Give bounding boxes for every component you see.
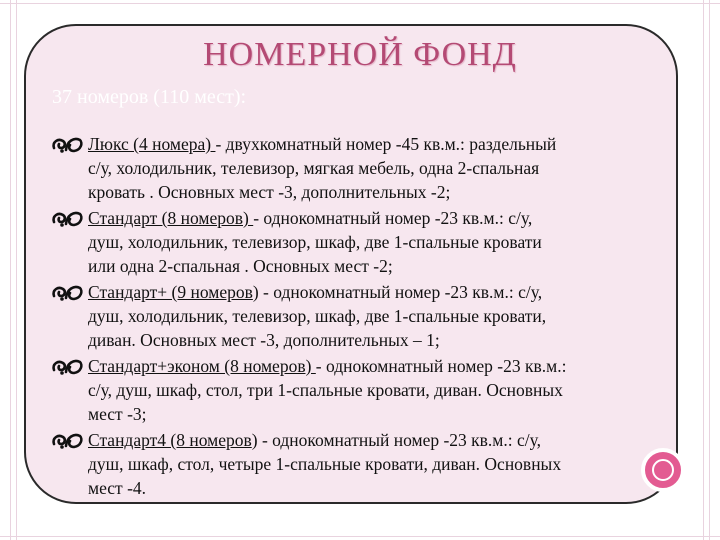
list-item-line: Стандарт (8 номеров) - однокомнатный номер -23 кв.м.: с/у,: [88, 208, 533, 228]
room-type-label: Стандарт+ (9 номеров: [88, 282, 253, 302]
fleuron-icon: [50, 135, 84, 155]
list-item-line: Стандарт+ (9 номеров) - однокомнатный номер -23 кв.м.: с/у,: [88, 282, 543, 302]
frame-bottom-line: [0, 536, 720, 537]
room-list: [50, 132, 650, 500]
slide-title: НОМЕРНОЙ ФОНД: [203, 36, 517, 73]
fleuron-icon: [50, 283, 84, 303]
room-type-label: Люкс (4 номера): [88, 134, 216, 154]
list-item-line: с/у, холодильник, телевизор, мягкая мебель, одна 2-спальная: [88, 158, 540, 178]
list-item: [50, 354, 650, 426]
frame-right-line: [709, 0, 710, 540]
frame-right-inner-line: [703, 0, 704, 540]
room-type-label: Стандарт4 (8 номеров: [88, 430, 252, 450]
list-item-line: диван. Основных мест -3, дополнительных – 1;: [88, 330, 440, 350]
list-item: [50, 206, 650, 278]
fleuron-icon: [50, 357, 84, 377]
fleuron-icon: [50, 431, 84, 451]
decorative-circle: [641, 448, 685, 492]
list-item-line: кровать . Основных мест -3, дополнительных -2;: [88, 182, 451, 202]
list-item-line: с/у, душ, шкаф, стол, три 1-спальные кровати, диван. Основных: [88, 380, 563, 400]
frame-top-line: [0, 3, 720, 4]
list-item-line: душ, холодильник, телевизор, шкаф, две 1-спальные кровати: [88, 232, 542, 252]
list-item-line: душ, холодильник, телевизор, шкаф, две 1-спальные кровати,: [88, 306, 547, 326]
frame-left-line: [10, 0, 11, 540]
list-item-line: Стандарт4 (8 номеров) - однокомнатный номер -23 кв.м.: с/у,: [88, 430, 541, 450]
slide-subtitle: 37 номеров (110 мест):: [52, 86, 247, 108]
room-type-label: Стандарт (8 номеров): [88, 208, 254, 228]
list-item-line: Стандарт+эконом (8 номеров) - однокомнатный номер -23 кв.м.:: [88, 356, 567, 376]
list-item: [50, 280, 650, 352]
list-item-line: душ, шкаф, стол, четыре 1-спальные кровати, диван. Основных: [88, 454, 562, 474]
list-item-line: мест -3;: [88, 404, 147, 424]
room-type-label: Стандарт+эконом (8 номеров): [88, 356, 316, 376]
list-item: [50, 132, 650, 204]
fleuron-icon: [50, 209, 84, 229]
list-item-line: Люкс (4 номера) - двухкомнатный номер -45 кв.м.: раздельный: [88, 134, 557, 154]
list-item: [50, 428, 650, 500]
list-item-line: мест -4.: [88, 478, 147, 498]
frame-left-inner-line: [16, 0, 17, 540]
list-item-line: или одна 2-спальная . Основных мест -2;: [88, 256, 393, 276]
